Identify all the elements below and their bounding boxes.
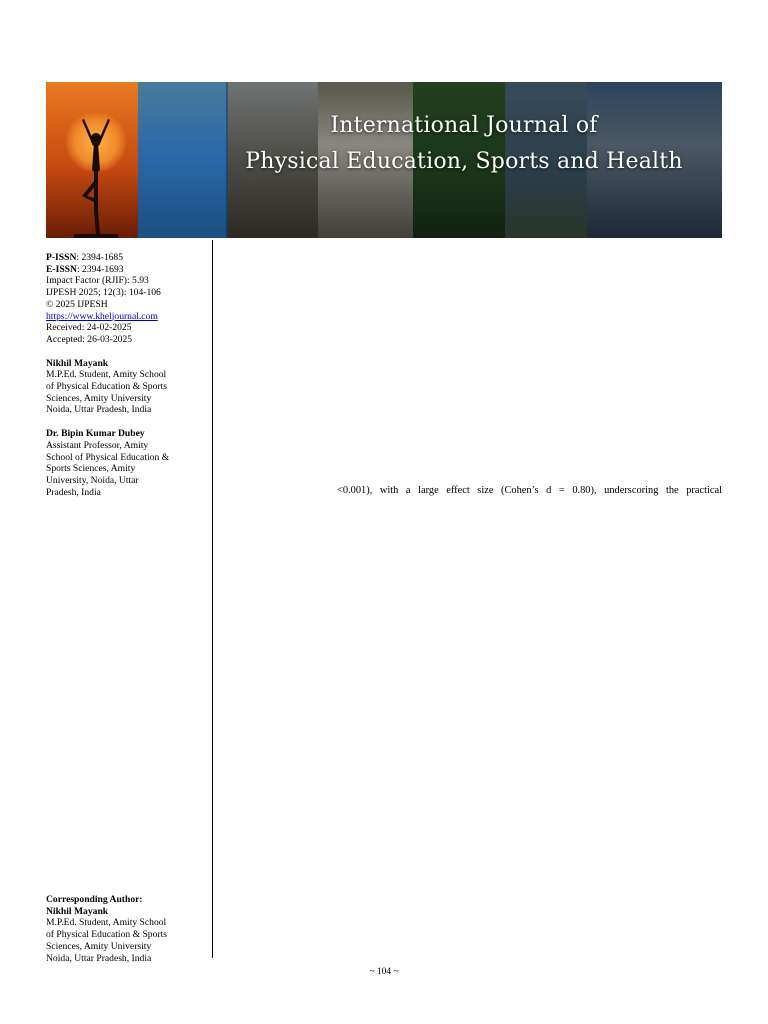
author-affiliation-line: Noida, Uttar Pradesh, India <box>46 404 152 416</box>
eissn-value: : 2394-1693 <box>76 263 124 275</box>
author-affiliation-line: University, Noida, Uttar <box>46 474 139 486</box>
author-name: Dr. Bipin Kumar Dubey <box>46 428 145 440</box>
eissn <box>46 264 196 276</box>
journal-title <box>226 108 702 180</box>
journal-title-line2: Physical Education, Sports and Health <box>245 149 683 174</box>
column-divider <box>212 240 213 958</box>
copyright: © 2025 IJPESH <box>46 298 108 310</box>
eissn-label: E-ISSN <box>46 263 77 275</box>
corresponding-label: Corresponding Author: <box>46 894 143 905</box>
yoga-silhouette-icon <box>74 110 118 238</box>
author-affiliation-line: M.P.Ed. Student, Amity School <box>46 369 167 381</box>
abstract-text-line: <0.001), with a large effect size (Cohen’s d = 0.80), underscoring the practical <box>337 485 722 496</box>
sidebar <box>46 252 196 498</box>
pissn-label: P-ISSN <box>46 252 77 263</box>
corresponding-affiliation-line: of Physical Education & Sports <box>46 929 167 941</box>
impact-factor: Impact Factor (RJIF): 5.93 <box>46 275 149 287</box>
author-affiliation-line: Assistant Professor, Amity <box>46 439 149 451</box>
page-number: ~ 104 ~ <box>369 967 399 977</box>
pissn-value: : 2394-1685 <box>76 252 124 263</box>
accepted-date: Accepted: 26-03-2025 <box>46 333 133 345</box>
author-affiliation-line: Sciences, Amity University <box>46 392 152 404</box>
corresponding-affiliation-line: Noida, Uttar Pradesh, India <box>46 952 152 964</box>
author-affiliation-line: Pradesh, India <box>46 486 101 498</box>
author-affiliation-line: School of Physical Education & <box>46 451 170 463</box>
journal-banner <box>46 82 722 238</box>
received-date: Received: 24-02-2025 <box>46 322 132 334</box>
corresponding-name: Nikhil Mayank <box>46 905 109 917</box>
author-name: Nikhil Mayank <box>46 357 109 369</box>
pissn <box>46 252 196 264</box>
author-affiliation-line: Sports Sciences, Amity <box>46 463 136 475</box>
issue-info: IJPESH 2025; 12(3): 104-106 <box>46 287 161 299</box>
website-link[interactable]: https://www.kheljournal.com <box>46 310 158 322</box>
corresponding-affiliation-line: Sciences, Amity University <box>46 940 152 952</box>
journal-title-line1: International Journal of <box>330 113 598 138</box>
author-affiliation-line: of Physical Education & Sports <box>46 381 167 393</box>
banner-photo-cricket <box>138 82 228 238</box>
corresponding-author <box>46 894 196 964</box>
corresponding-affiliation-line: M.P.Ed. Student, Amity School <box>46 917 167 929</box>
